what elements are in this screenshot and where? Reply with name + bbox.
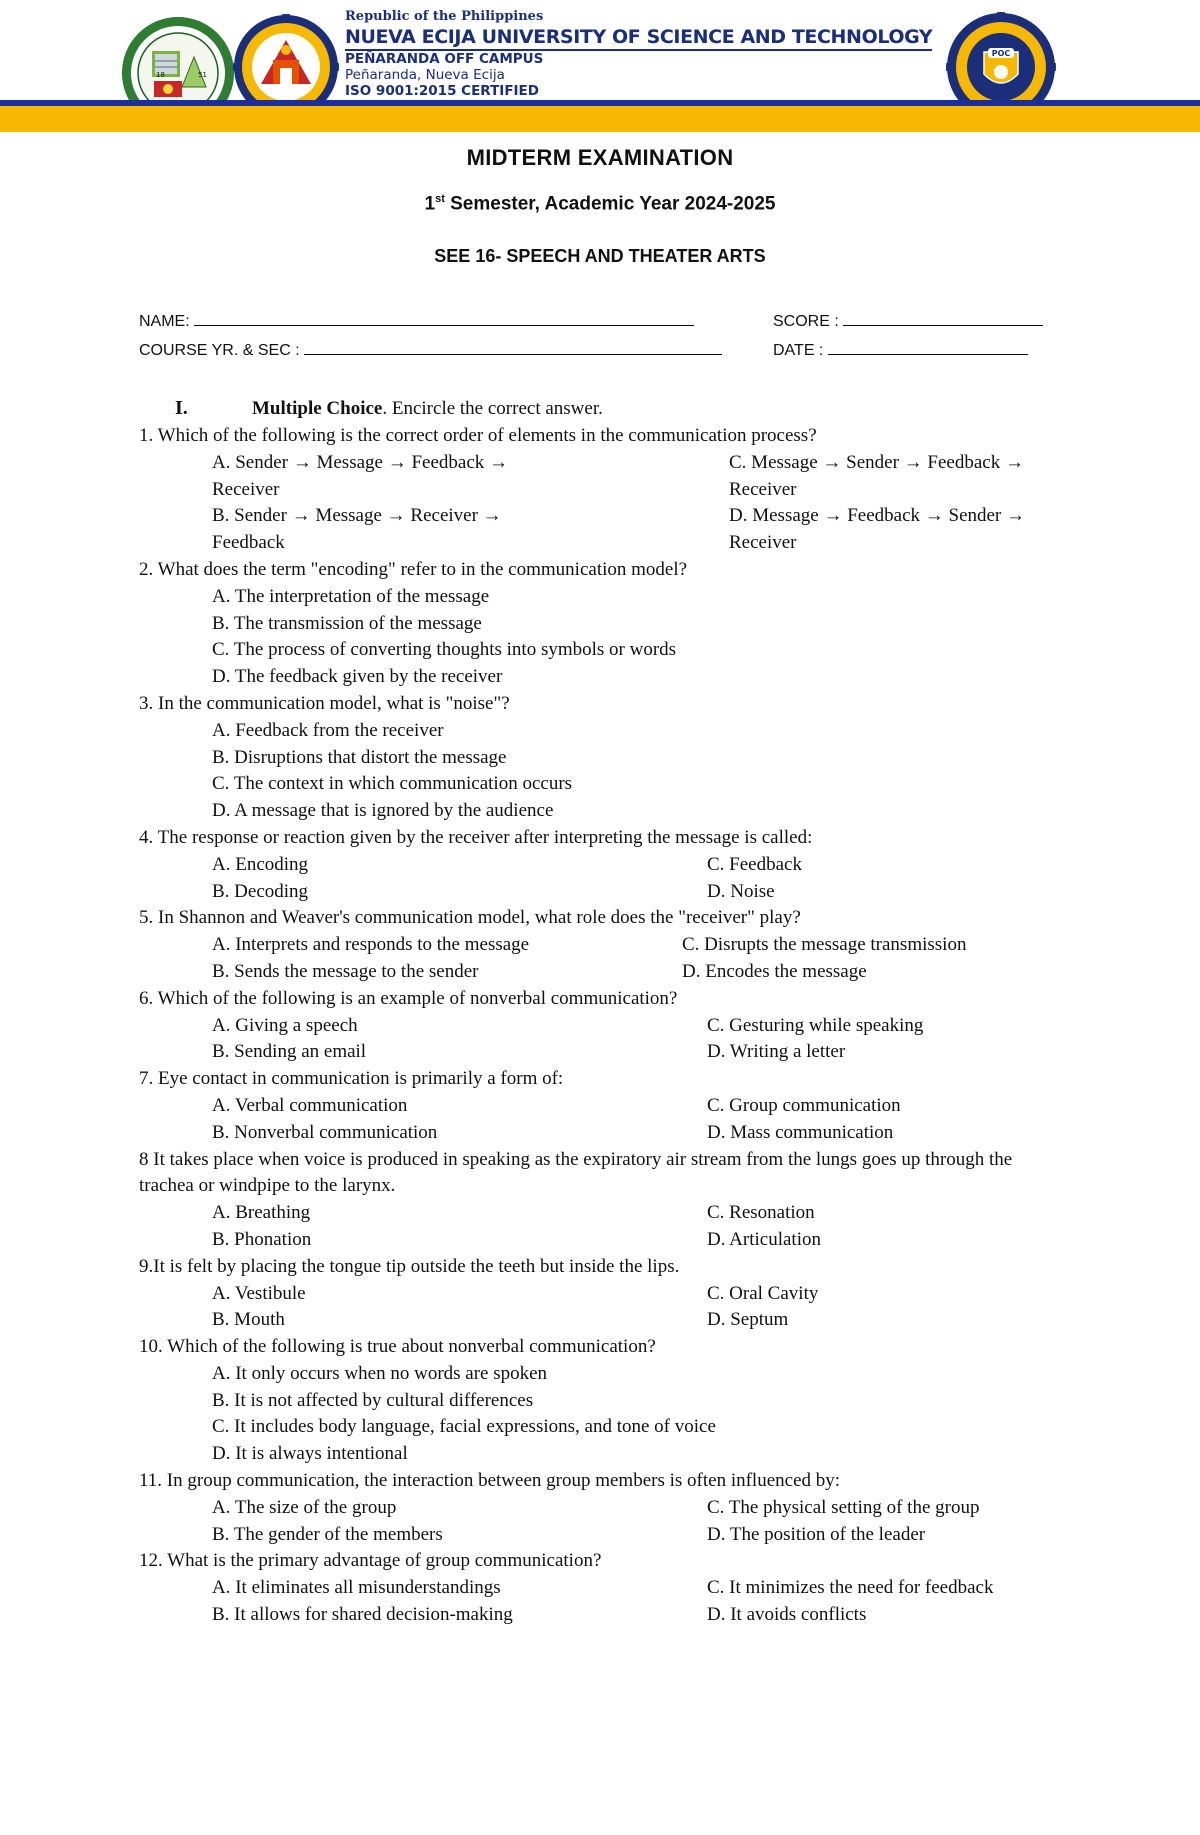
question-text: 8 It takes place when voice is produced in speaking as the expiratory air stream from the lungs goes up through the trachea or windpipe to the larynx. xyxy=(139,1148,1013,1197)
question-4 xyxy=(139,825,1089,905)
question-10 xyxy=(139,1334,1089,1468)
option-d[interactable]: D. It avoids conflicts xyxy=(707,1604,867,1626)
option-a[interactable]: A. The interpretation of the message xyxy=(212,585,490,607)
date-field[interactable] xyxy=(828,340,1028,355)
option-b[interactable]: B. It allows for shared decision-making xyxy=(212,1604,513,1626)
semester-suffix: st xyxy=(435,193,445,205)
option-a[interactable]: A. Verbal communication xyxy=(212,1094,408,1116)
svg-text:51: 51 xyxy=(198,71,207,79)
header-yellow-band xyxy=(0,106,1200,132)
section-instruction: . Encircle the correct answer. xyxy=(382,398,603,419)
option-d[interactable]: D. Mass communication xyxy=(707,1121,894,1143)
question-text: 11. In group communication, the interaction between group members is often influenced by: xyxy=(139,1470,841,1492)
section-title: Multiple Choice xyxy=(252,398,383,419)
option-a[interactable]: A. Giving a speech xyxy=(212,1014,358,1036)
option-a[interactable]: A. It eliminates all misunderstandings xyxy=(212,1577,501,1599)
option-b[interactable]: B. Sending an email xyxy=(212,1041,367,1063)
question-text: 1. Which of the following is the correct order of elements in the communication process? xyxy=(139,425,817,446)
option-c[interactable]: C. Message → Sender → Feedback → Receiver xyxy=(729,451,1024,500)
option-a[interactable]: A. Encoding xyxy=(212,853,309,875)
question-1 xyxy=(139,423,1089,557)
question-text: 7. Eye contact in communication is primarily a form of: xyxy=(139,1068,564,1090)
question-text: 5. In Shannon and Weaver's communication model, what role does the "receiver" play? xyxy=(139,907,801,929)
question-7 xyxy=(139,1066,1089,1146)
option-d[interactable]: D. Septum xyxy=(707,1309,789,1331)
republic-line: Republic of the Philippines xyxy=(345,9,544,24)
option-a[interactable]: A. Interprets and responds to the message xyxy=(212,934,530,956)
university-name: NUEVA ECIJA UNIVERSITY OF SCIENCE AND TECHNOLOGY xyxy=(345,26,932,51)
option-a[interactable]: A. Vestibule xyxy=(212,1282,306,1304)
option-a[interactable]: A. Breathing xyxy=(212,1202,311,1224)
course-label: COURSE YR. & SEC : xyxy=(139,342,300,359)
exam-titles xyxy=(0,145,1200,270)
option-d[interactable]: D. A message that is ignored by the audience xyxy=(212,800,554,822)
campus-location: Peñaranda, Nueva Ecija xyxy=(345,67,505,83)
campus-name: PEÑARANDA OFF CAMPUS xyxy=(345,51,544,67)
iso-certification: ISO 9001:2015 CERTIFIED xyxy=(345,83,539,99)
option-c[interactable]: C. Feedback xyxy=(707,853,802,875)
exam-title: MIDTERM EXAMINATION xyxy=(466,145,734,170)
question-11 xyxy=(139,1468,1089,1548)
name-label: NAME: xyxy=(139,313,190,330)
semester-line xyxy=(0,193,1200,219)
option-a[interactable]: A. Sender → Message → Feedback → Receiver xyxy=(212,451,509,500)
option-b[interactable]: B. The gender of the members xyxy=(212,1523,443,1545)
option-b[interactable]: B. Sends the message to the sender xyxy=(212,960,479,982)
question-6 xyxy=(139,986,1089,1066)
date-label: DATE : xyxy=(773,342,824,359)
option-b[interactable]: B. Phonation xyxy=(212,1228,312,1250)
question-8 xyxy=(139,1147,1089,1254)
option-a[interactable]: A. It only occurs when no words are spoken xyxy=(212,1362,548,1384)
course-field[interactable] xyxy=(304,340,722,355)
question-text: 10. Which of the following is true about nonverbal communication? xyxy=(139,1336,656,1358)
option-d[interactable]: D. Writing a letter xyxy=(707,1041,846,1063)
option-b[interactable]: B. Nonverbal communication xyxy=(212,1121,438,1143)
student-info-fields xyxy=(139,311,1059,369)
letterhead xyxy=(0,0,1200,135)
semester-number: 1 xyxy=(424,193,436,215)
option-d[interactable]: D. Message → Feedback → Sender → Receiver xyxy=(729,505,1026,554)
semester-text: Semester, Academic Year 2024-2025 xyxy=(444,193,776,215)
option-c[interactable]: C. Gesturing while speaking xyxy=(707,1014,924,1036)
question-9 xyxy=(139,1254,1089,1334)
subject-title: SEE 16- SPEECH AND THEATER ARTS xyxy=(434,246,766,266)
option-b[interactable]: B. It is not affected by cultural differences xyxy=(212,1389,534,1411)
option-a[interactable]: A. The size of the group xyxy=(212,1496,397,1518)
option-a[interactable]: A. Feedback from the receiver xyxy=(212,719,444,741)
score-label: SCORE : xyxy=(773,313,839,330)
option-c[interactable]: C. Oral Cavity xyxy=(707,1282,819,1304)
option-c[interactable]: C. It includes body language, facial expressions, and tone of voice xyxy=(212,1416,716,1438)
question-12 xyxy=(139,1548,1089,1628)
option-b[interactable]: B. Disruptions that distort the message xyxy=(212,746,507,768)
question-text: 9.It is felt by placing the tongue tip outside the teeth but inside the lips. xyxy=(139,1255,680,1277)
option-d[interactable]: D. Noise xyxy=(707,880,775,902)
option-c[interactable]: C. The context in which communication occurs xyxy=(212,773,573,795)
option-b[interactable]: B. Mouth xyxy=(212,1309,285,1331)
question-text: 4. The response or reaction given by the receiver after interpreting the message is called: xyxy=(139,826,813,848)
question-text: 3. In the communication model, what is "noise"? xyxy=(139,692,510,714)
option-b[interactable]: B. Decoding xyxy=(212,880,309,902)
option-b[interactable]: B. Sender → Message → Receiver → Feedback xyxy=(212,505,502,554)
option-c[interactable]: C. The physical setting of the group xyxy=(707,1496,980,1518)
question-2 xyxy=(139,557,1089,691)
section-heading xyxy=(139,393,1089,423)
question-text: 12. What is the primary advantage of group communication? xyxy=(139,1550,602,1572)
question-3 xyxy=(139,691,1089,825)
option-c[interactable]: C. Disrupts the message transmission xyxy=(682,934,967,956)
option-c[interactable]: C. The process of converting thoughts into symbols or words xyxy=(212,639,677,661)
section-number: I. xyxy=(175,397,188,419)
question-text: 2. What does the term "encoding" refer to in the communication model? xyxy=(139,558,688,580)
option-d[interactable]: D. Encodes the message xyxy=(682,960,867,982)
svg-text:18: 18 xyxy=(156,71,165,79)
option-d[interactable]: D. The feedback given by the receiver xyxy=(212,666,503,688)
option-b[interactable]: B. The transmission of the message xyxy=(212,612,482,634)
option-c[interactable]: C. Resonation xyxy=(707,1202,815,1224)
exam-body xyxy=(139,393,1089,1629)
score-field[interactable] xyxy=(843,311,1043,326)
option-d[interactable]: D. It is always intentional xyxy=(212,1443,408,1465)
option-d[interactable]: D. The position of the leader xyxy=(707,1523,926,1545)
question-5 xyxy=(139,905,1089,985)
option-d[interactable]: D. Articulation xyxy=(707,1228,821,1250)
option-c[interactable]: C. Group communication xyxy=(707,1094,901,1116)
poc-badge-text: POC xyxy=(991,49,1011,58)
question-text: 6. Which of the following is an example of nonverbal communication? xyxy=(139,987,678,1009)
option-c[interactable]: C. It minimizes the need for feedback xyxy=(707,1577,994,1599)
name-field[interactable] xyxy=(194,311,694,326)
letterhead-text xyxy=(345,8,945,99)
